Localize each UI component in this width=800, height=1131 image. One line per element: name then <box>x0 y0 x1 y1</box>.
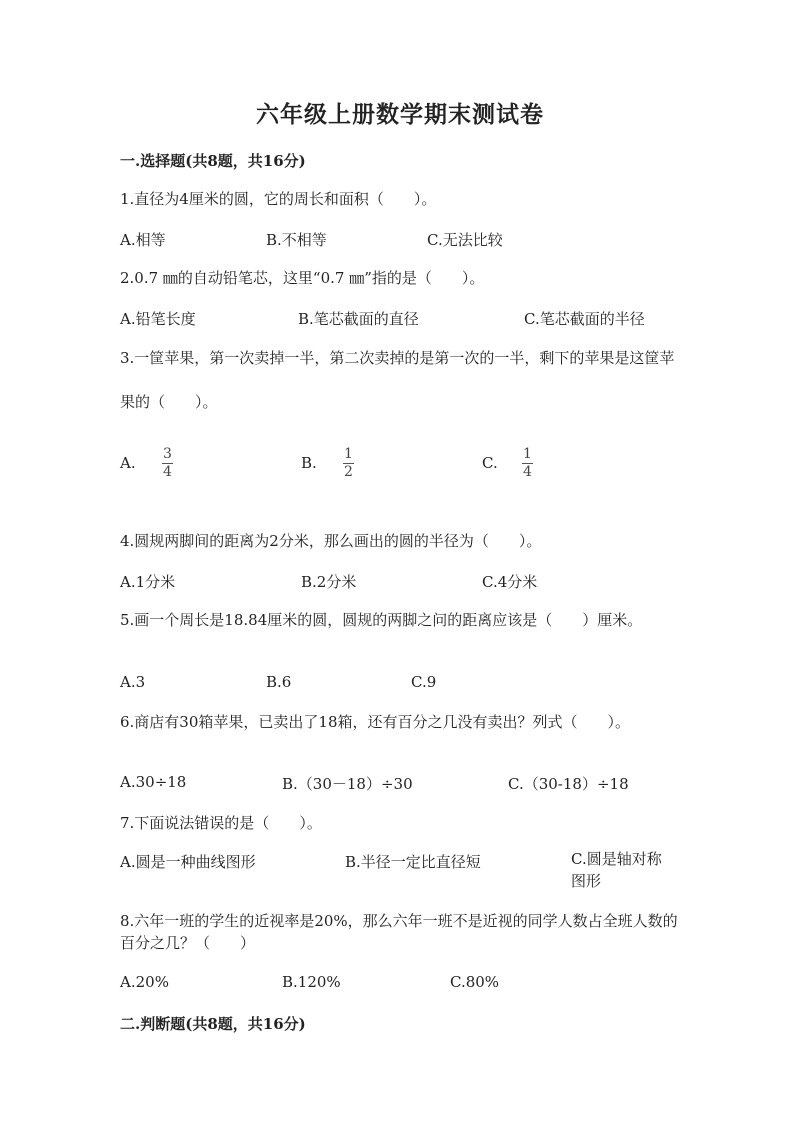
option-6c[interactable]: C.（30-18）÷18 <box>508 775 629 793</box>
fraction-three-quarters: 3 4 <box>163 446 172 480</box>
question-3: 3.一筐苹果，第一次卖掉一半，第二次卖掉的是第一次的一半，剩下的苹果是这筐苹果的（ ）。 <box>120 349 675 411</box>
question-1: 1.直径为4厘米的圆，它的周长和面积（ ）。 <box>120 190 437 208</box>
option-1c[interactable]: C.无法比较 <box>427 231 503 249</box>
section-heading-choice: 一.选择题(共8题，共16分) <box>120 152 306 170</box>
option-6a[interactable]: A.30÷18 <box>120 773 187 791</box>
question-7: 7.下面说法错误的是（ ）。 <box>120 814 322 832</box>
question-6: 6.商店有30箱苹果，已卖出了18箱，还有百分之几没有卖出？列式（ ）。 <box>120 713 630 731</box>
option-8c[interactable]: C.80% <box>450 973 500 991</box>
section-heading-judgement: 二.判断题(共8题，共16分) <box>120 1015 306 1033</box>
option-7c[interactable]: C.圆是轴对称图形 <box>571 850 662 890</box>
option-3a[interactable]: A. <box>120 454 136 472</box>
option-5c[interactable]: C.9 <box>411 673 437 691</box>
fraction-one-quarter: 1 4 <box>523 446 532 480</box>
fraction-one-half: 1 2 <box>344 446 353 480</box>
option-1a[interactable]: A.相等 <box>120 231 166 249</box>
option-8b[interactable]: B.120% <box>282 973 341 991</box>
question-4: 4.圆规两脚间的距离为2分米，那么画出的圆的半径为（ ）。 <box>120 532 542 550</box>
option-3c[interactable]: C. <box>482 454 498 472</box>
option-5b[interactable]: B.6 <box>266 673 292 691</box>
option-1b[interactable]: B.不相等 <box>266 231 327 249</box>
option-7a[interactable]: A.圆是一种曲线图形 <box>120 853 256 871</box>
question-8: 8.六年一班的学生的近视率是20%，那么六年一班不是近视的同学人数占全班人数的百分之几？（ ） <box>120 912 678 952</box>
option-3b[interactable]: B. <box>301 454 317 472</box>
option-7b[interactable]: B.半径一定比直径短 <box>345 853 481 871</box>
option-4c[interactable]: C.4分米 <box>482 573 538 591</box>
question-5: 5.画一个周长是18.84厘米的圆，圆规的两脚之问的距离应该是（ ）厘米。 <box>120 611 643 629</box>
option-6b[interactable]: B.（30－18）÷30 <box>282 775 413 793</box>
option-4a[interactable]: A.1分米 <box>120 573 176 591</box>
question-2: 2.0.7 ㎜的自动铅笔芯，这里“0.7 ㎜”指的是（ ）。 <box>120 269 485 287</box>
option-5a[interactable]: A.3 <box>120 673 146 691</box>
option-2b[interactable]: B.笔芯截面的直径 <box>298 310 419 328</box>
option-8a[interactable]: A.20% <box>120 973 169 991</box>
option-2a[interactable]: A.铅笔长度 <box>120 310 196 328</box>
option-4b[interactable]: B.2分米 <box>301 573 357 591</box>
page-title: 六年级上册数学期末测试卷 <box>256 101 544 128</box>
option-2c[interactable]: C.笔芯截面的半径 <box>524 310 645 328</box>
